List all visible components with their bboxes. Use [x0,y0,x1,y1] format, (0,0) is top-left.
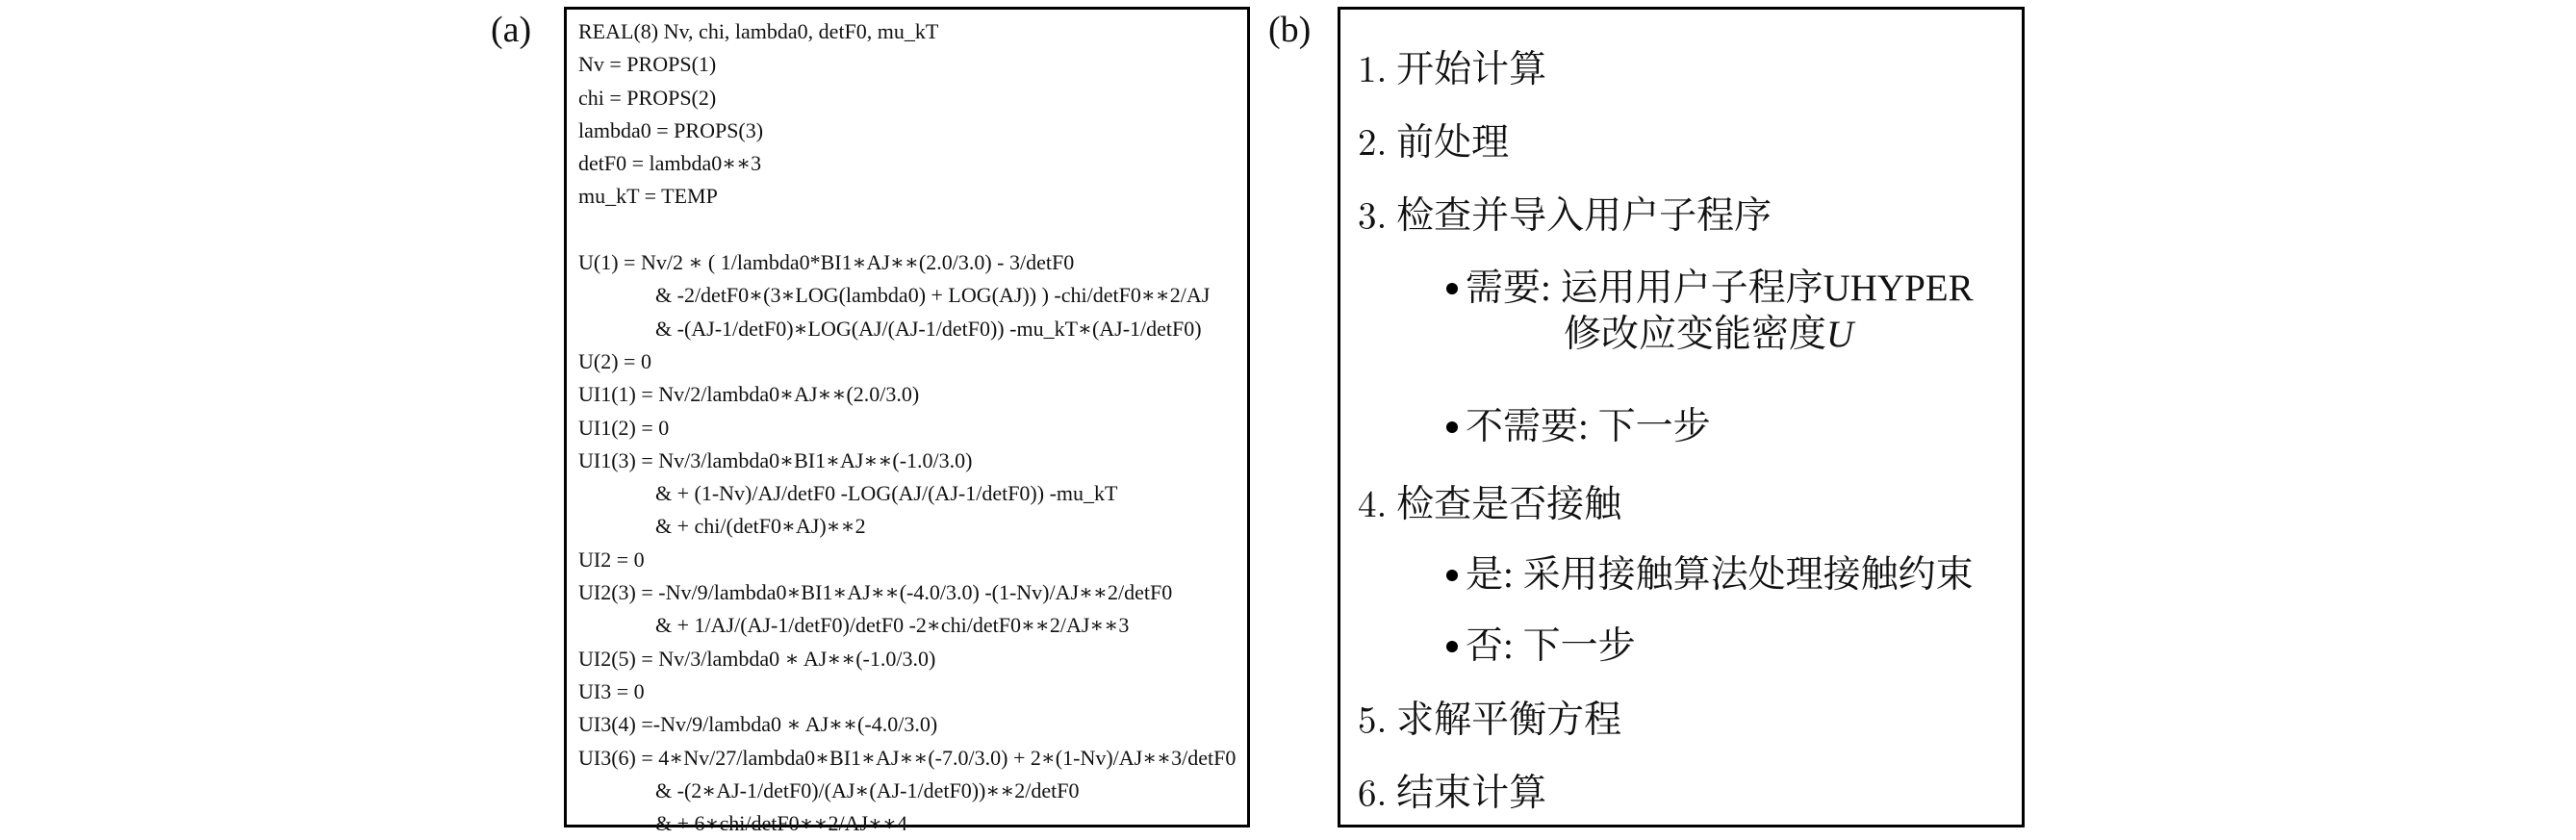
bullet-text: 需要: 运用用户子程序UHYPER [1466,267,1974,309]
code-line: UI2(5) = Nv/3/lambda0 ∗ AJ∗∗(-1.0/3.0) [578,646,936,671]
code-line: lambda0 = PROPS(3) [578,117,764,142]
bullet-text: 是: 采用接触算法处理接触约束 [1466,554,1974,596]
bullet-icon [1446,421,1458,433]
code-line: & -(AJ-1/detF0)∗LOG(AJ/(AJ-1/detF0)) -mu_kT∗(AJ-1/detF0) [655,316,1202,341]
code-line: & + 6∗chi/detF0∗∗2/AJ∗∗4 [655,811,907,836]
step-text: 结束计算 [1396,773,1547,814]
step-3-bullet-yes [1446,269,1974,307]
bullet-icon [1446,283,1458,294]
bullet-icon [1446,641,1458,652]
code-line-blank [578,214,1236,246]
step-number: 3. [1358,187,1388,240]
code-line: detF0 = lambda0∗∗3 [578,151,762,176]
step-1 [1358,40,1547,93]
step-text: 求解平衡方程 [1396,700,1622,741]
step-text: 检查并导入用户子程序 [1396,195,1773,237]
code-line: UI1(2) = 0 [578,415,670,440]
code-line: UI3(4) =-Nv/9/lambda0 ∗ AJ∗∗(-4.0/3.0) [578,712,938,737]
step-number: 2. [1358,114,1388,166]
code-line: UI1(1) = Nv/2/lambda0∗AJ∗∗(2.0/3.0) [578,382,920,407]
step-4 [1358,475,1622,528]
bullet-icon [1446,570,1458,581]
step-2 [1358,114,1510,166]
panel-a-label: (a) [491,10,532,50]
step-4-bullet-yes [1446,556,1974,594]
step-6 [1358,764,1547,817]
code-line: UI2(3) = -Nv/9/lambda0∗BI1∗AJ∗∗(-4.0/3.0) -(1-Nv)/AJ∗∗2/detF0 [578,580,1173,605]
step-5 [1358,691,1622,744]
code-line: U(1) = Nv/2 ∗ ( 1/lambda0*BI1∗AJ∗∗(2.0/3.0) - 3/detF0 [578,250,1075,275]
code-line: UI1(3) = Nv/3/lambda0∗BI1∗AJ∗∗(-1.0/3.0) [578,447,973,472]
code-line: UI3(6) = 4∗Nv/27/lambda0∗BI1∗AJ∗∗(-7.0/3.0) + 2∗(1-Nv)/AJ∗∗3/detF0 [578,745,1237,770]
code-line: & -(2∗AJ-1/detF0)/(AJ∗(AJ-1/detF0))∗∗2/detF0 [655,777,1080,802]
step-3 [1358,187,1773,240]
code-listing [578,15,1236,840]
code-line: UI2 = 0 [578,547,645,572]
step-number: 6. [1358,764,1388,817]
energy-symbol: U [1826,314,1854,355]
step-text: 前处理 [1396,122,1510,164]
step-number: 4. [1358,475,1388,528]
code-line: & -2/detF0∗(3∗LOG(lambda0) + LOG(AJ)) ) -chi/detF0∗∗2/AJ [655,283,1211,308]
code-line: U(2) = 0 [578,348,651,373]
code-line: & + 1/AJ/(AJ-1/detF0)/detF0 -2∗chi/detF0∗∗2/AJ∗∗3 [655,613,1130,638]
step-3-bullet-no [1446,408,1711,445]
code-line: chi = PROPS(2) [578,85,717,110]
code-panel [564,7,1250,836]
panel-b-label: (b) [1268,10,1312,50]
code-line: Nv = PROPS(1) [578,52,717,77]
code-line: & + chi/(detF0∗AJ)∗∗2 [655,514,866,539]
step-text: 开始计算 [1396,49,1547,90]
step-number: 5. [1358,691,1388,744]
step-text: 检查是否接触 [1396,484,1622,525]
bullet-continuation-text: 修改应变能密度 [1564,314,1827,355]
step-4-bullet-no [1446,627,1636,665]
bullet-text: 否: 下一步 [1466,625,1636,667]
bullet-text: 不需要: 下一步 [1466,406,1711,447]
code-line: UI3 = 0 [578,678,645,703]
step-number: 1. [1358,40,1388,93]
code-line: mu_kT = TEMP [578,184,718,209]
code-line: REAL(8) Nv, chi, lambda0, detF0, mu_kT [578,19,939,43]
workflow-panel [1338,7,2025,827]
step-3-bullet-continuation [1564,316,1853,353]
code-line: & + (1-Nv)/AJ/detF0 -LOG(AJ/(AJ-1/detF0)) -mu_kT [655,481,1118,506]
